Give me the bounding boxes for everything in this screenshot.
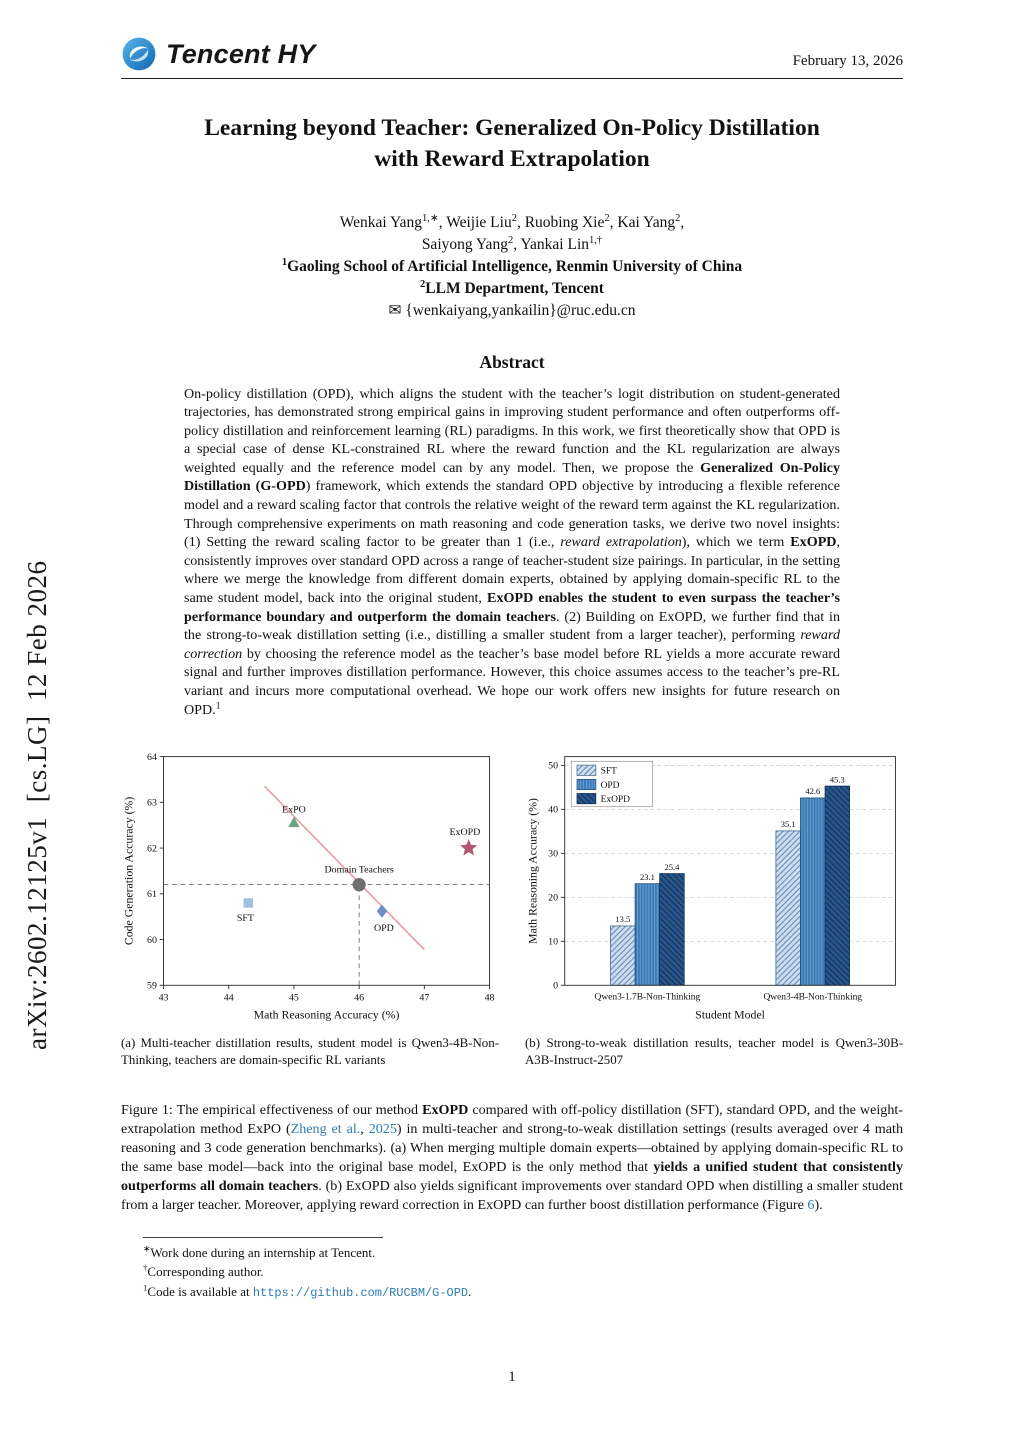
svg-text:13.5: 13.5 [615, 914, 631, 925]
svg-text:44: 44 [223, 992, 234, 1004]
svg-text:62: 62 [147, 843, 157, 855]
author-block [121, 212, 903, 322]
svg-text:48: 48 [484, 992, 495, 1004]
footnote-corresponding: †Corresponding author. [143, 1262, 264, 1279]
footnote-code: $^1$Code is available at https://github.com/RUCBM/G-OPD. [143, 1282, 472, 1300]
svg-text:OPD: OPD [373, 923, 394, 935]
svg-text:20: 20 [548, 892, 559, 904]
svg-text:46: 46 [354, 992, 365, 1004]
svg-text:Qwen3-4B-Non-Thinking: Qwen3-4B-Non-Thinking [763, 992, 863, 1003]
code-url-link[interactable]: https://github.com/RUCBM/G-OPD [252, 1285, 469, 1300]
svg-text:45.3: 45.3 [829, 774, 845, 785]
footnotes [121, 1237, 903, 1303]
svg-text:0: 0 [553, 980, 559, 992]
header-rule [121, 78, 903, 79]
svg-text:Math Reasoning Accuracy (%): Math Reasoning Accuracy (%) [253, 1007, 400, 1022]
figure-1-main-caption: Figure 1: The empirical effectiveness of our method ExOPD compared with off-policy distillation (SFT), standard OPD, and the weight-extrapolation method ExPO (Zheng et al., 2025) in multi-teacher and strong-to-weak distillation settings (results averaged over 4 math reasoning and 3 code generation benchmarks). (a) When merging multiple domain experts—obtained by applying domain-specific RL to the same base model—back into the original base model, ExOPD is the only method that yields a unified student that consistently outperforms all domain teachers. (b) ExOPD also yields significant improvements over standard OPD when distilling a smaller student from a larger teacher. Moreover, applying reward correction in ExOPD can further boost distillation performance (Figure 6). [121, 1102, 903, 1213]
svg-text:Domain Teachers: Domain Teachers [324, 864, 394, 876]
bar-chart [525, 749, 903, 1025]
header [121, 0, 903, 72]
title-line-2: with Reward Extrapolation [374, 146, 650, 173]
figure-1a-caption: (a) Multi-teacher distillation results, student model is Qwen3-4B-Non-Thinking, teachers are domain-specific RL variants [121, 1036, 499, 1068]
tencent-logo-icon [121, 36, 157, 72]
svg-text:40: 40 [548, 804, 559, 816]
svg-text:35.1: 35.1 [780, 819, 796, 830]
tencent-logo [121, 36, 316, 72]
svg-text:23.1: 23.1 [639, 872, 655, 883]
affiliation-1: $^1$Gaoling School of Artificial Intelligence, Renmin University of China [281, 256, 743, 275]
abstract-body: On-policy distillation (OPD), which aligns the student with the teacher’s logit distribution on student-generated trajectories, has demonstrated strong empirical gains in improving student performance and often outperforms off-policy distillation and reinforcement learning (RL) paradigms. In this work, we first theoretically show that OPD is a special case of dense KL-constrained RL where the reward function and the KL regularization are always weighted equally and the reference model can by any model. Then, we propose the Generalized On-Policy Distillation (G-OPD) framework, which extends the standard OPD objective by introducing a flexible reference model and a reward scaling factor that controls the relative weight of the reward term against the KL regularization. Through comprehensive experiments on math reasoning and code generation tasks, we derive two novel insights: (1) Setting the reward scaling factor to be greater than 1 (i.e., reward extrapolation), which we term ExOPD, consistently improves over standard OPD across a range of teacher-student size pairings. In particular, in the setting where we merge the knowledge from different domain experts, obtained by applying domain-specific RL to the same student model, back into the original student, ExOPD enables the student to even surpass the teacher’s performance boundary and outperform the domain teachers. (2) Building on ExOPD, we further find that in the strong-to-weak distillation setting (i.e., distilling a smaller student from a larger teacher), performing reward correction by choosing the reference model as the teacher’s base model before RL yields a more accurate reward signal and further improves distillation performance. However, this choice assumes access to the teacher’s pre-RL variant and incurs more computational overhead. We hope our work offers new insights for future research on OPD.$^1$ [184, 385, 841, 718]
author-email: ✉ {wenkaiyang,yankailin}@ruc.edu.cn [388, 301, 636, 319]
svg-text:25.4: 25.4 [664, 861, 680, 872]
svg-text:ExOPD: ExOPD [449, 827, 481, 839]
svg-text:ExPO: ExPO [282, 804, 306, 816]
figure-ref-link[interactable]: 6 [807, 1196, 815, 1213]
svg-text:43: 43 [158, 992, 169, 1004]
svg-text:Student Model: Student Model [695, 1007, 765, 1022]
svg-text:Qwen3-1.7B-Non-Thinking: Qwen3-1.7B-Non-Thinking [594, 992, 701, 1003]
figure-1a-panel [121, 749, 499, 1069]
svg-text:Code Generation Accuracy (%): Code Generation Accuracy (%) [121, 796, 136, 946]
citation-year-link[interactable]: 2025 [368, 1121, 397, 1138]
paper-title [121, 113, 903, 176]
author-line-1: Wenkai Yang$^{1,∗}$, Weijie Liu$^2$, Ruobing Xie$^2$, Kai Yang$^2$, [339, 212, 685, 231]
svg-text:59: 59 [147, 980, 157, 992]
affiliation-2: $^2$LLM Department, Tencent [420, 278, 604, 297]
page-number: 1 [508, 1369, 516, 1385]
scatter-chart [121, 749, 499, 1025]
svg-text:61: 61 [147, 889, 157, 901]
abstract-heading: Abstract [479, 351, 545, 372]
svg-text:42.6: 42.6 [805, 786, 821, 797]
svg-text:10: 10 [548, 936, 559, 948]
title-line-1: Learning beyond Teacher: Generalized On-Policy Distillation [204, 115, 820, 141]
svg-text:30: 30 [548, 848, 559, 860]
footnote-internship: ∗Work done during an internship at Tencent. [143, 1243, 376, 1260]
svg-text:50: 50 [548, 760, 559, 772]
svg-text:64: 64 [147, 752, 157, 764]
figure-1b-panel [525, 749, 903, 1069]
footnote-rule [143, 1237, 383, 1238]
citation-link[interactable]: Zheng et al. [290, 1121, 361, 1138]
svg-text:Math Reasoning Accuracy (%): Math Reasoning Accuracy (%) [525, 798, 540, 945]
svg-text:47: 47 [419, 992, 430, 1004]
logo-text: Tencent HY [166, 38, 316, 69]
arxiv-stamp: arXiv:2602.12125v1 [cs.LG] 12 Feb 2026 [22, 560, 52, 1050]
svg-text:63: 63 [147, 797, 157, 809]
svg-text:SFT: SFT [236, 913, 254, 925]
figure-1b-caption: (b) Strong-to-weak distillation results, teacher model is Qwen3-30B-A3B-Instruct-2507 [525, 1036, 903, 1068]
header-date: February 13, 2026 [792, 53, 903, 69]
svg-text:45: 45 [288, 992, 299, 1004]
svg-text:OPD: OPD [600, 780, 620, 791]
author-line-2: Saiyong Yang$^2$, Yankai Lin$^{1,\dagger}$ [421, 234, 603, 253]
svg-text:ExOPD: ExOPD [600, 795, 630, 806]
svg-text:60: 60 [147, 935, 157, 947]
figure-1-panels [121, 749, 903, 1069]
svg-text:SFT: SFT [600, 766, 617, 777]
